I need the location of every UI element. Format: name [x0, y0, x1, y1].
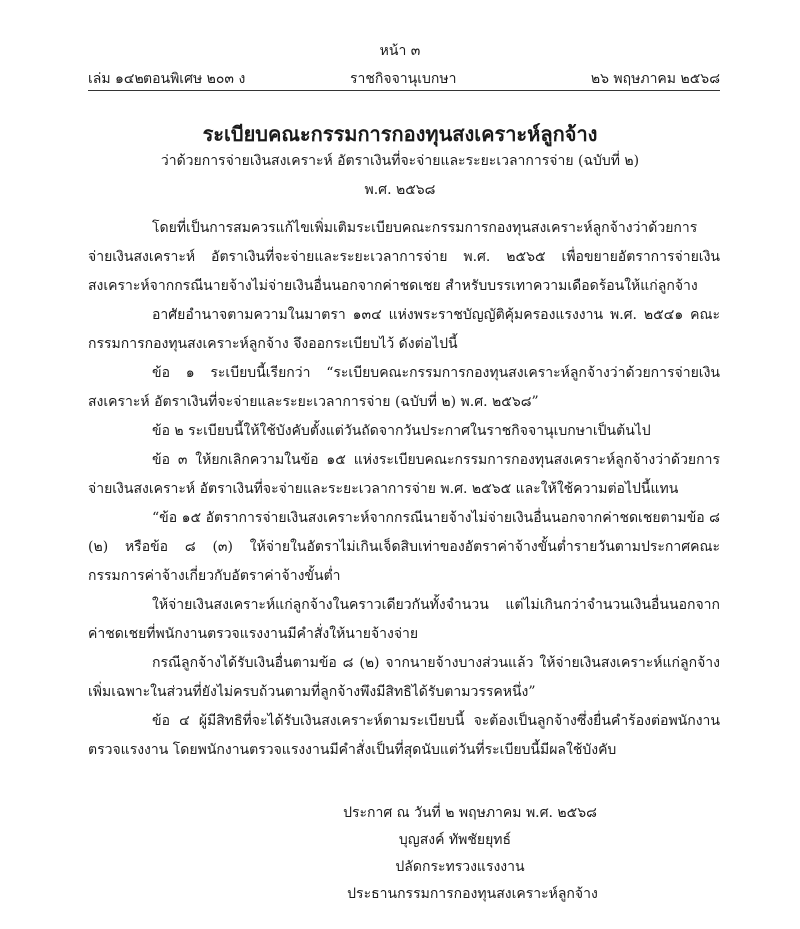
document-subtitle: ว่าด้วยการจ่ายเงินสงเคราะห์ อัตราเงินที่จะจ่ายและระยะเวลาการจ่าย (ฉบับที่ ๒) — [160, 153, 640, 169]
paragraph-clause-3: ข้อ ๓ ให้ยกเลิกความในข้อ ๑๕ แห่งระเบียบคณะกรรมการกองทุนสงเคราะห์ลูกจ้างว่าด้วยการจ่ายเงินสงเคราะห์ อัตราเงินที่จะจ่ายและระยะเวลาการจ่าย พ.ศ. ๒๕๖๕ และให้ใช้ความต่อไปนี้แทน — [88, 452, 720, 497]
header-divider — [88, 90, 720, 91]
section-number: ตอนพิเศษ ๒๐๓ ง — [143, 71, 246, 87]
paragraph-clause-4: ข้อ ๔ ผู้มีสิทธิที่จะได้รับเงินสงเคราะห์ตามระเบียบนี้ จะต้องเป็นลูกจ้างซึ่งยื่นคำร้องต่อพนักงานตรวจแรงงาน โดยพนักงานตรวจแรงงานมีคำสั่งเป็นที่สุดนับแต่วันที่ระเบียบนี้มีผลใช้บังคับ — [88, 713, 720, 758]
volume-number: เล่ม ๑๔๒ — [88, 71, 144, 87]
paragraph-clause-15-2: ให้จ่ายเงินสงเคราะห์แก่ลูกจ้างในคราวเดียวกันทั้งจำนวน แต่ไม่เกินกว่าจำนวนเงินอื่นนอกจากค่าชดเชยที่พนักงานตรวจแรงงานมีคำสั่งให้นายจ้างจ่าย — [88, 597, 720, 642]
paragraph-clause-15-3: กรณีลูกจ้างได้รับเงินอื่นตามข้อ ๘ (๒) จากนายจ้างบางส่วนแล้ว ให้จ่ายเงินสงเคราะห์แก่ลูกจ้างเพิ่มเฉพาะในส่วนที่ยังไม่ครบถ้วนตามที่ลูกจ้างพึงมีสิทธิได้รับตามวรรคหนึ่ง” — [88, 655, 720, 700]
announcement-date: ประกาศ ณ วันที่ ๒ พฤษภาคม พ.ศ. ๒๕๖๘ — [343, 805, 597, 821]
gazette-name: ราชกิจจานุเบกษา — [350, 71, 457, 87]
paragraph-clause-2: ข้อ ๒ ระเบียบนี้ให้ใช้บังคับตั้งแต่วันถัดจากวันประกาศในราชกิจจานุเบกษาเป็นต้นไป — [152, 423, 651, 439]
document-title: ระเบียบคณะกรรมการกองทุนสงเคราะห์ลูกจ้าง — [202, 122, 598, 146]
signatory-name: บุญสงค์ ทัพชัยยุทธ์ — [398, 832, 512, 848]
signatory-position: ปลัดกระทรวงแรงงาน — [395, 859, 525, 875]
paragraph-preamble: โดยที่เป็นการสมควรแก้ไขเพิ่มเติมระเบียบคณะกรรมการกองทุนสงเคราะห์ลูกจ้างว่าด้วยการจ่ายเงินสงเคราะห์ อัตราเงินที่จะจ่ายและระยะเวลาการจ่าย พ.ศ. ๒๕๖๕ เพื่อขยายอัตราการจ่ายเงินสงเคราะห์จากกรณีนายจ้างไม่จ่ายเงินอื่นนอกจากค่าชดเชย สำหรับบรรเทาความเดือดร้อนให้แก่ลูกจ้าง — [88, 220, 720, 294]
page-number: หน้า ๓ — [379, 43, 421, 59]
paragraph-authority: อาศัยอำนาจตามความในมาตรา ๑๓๔ แห่งพระราชบัญญัติคุ้มครองแรงงาน พ.ศ. ๒๕๔๑ คณะกรรมการกองทุนสงเคราะห์ลูกจ้าง จึงออกระเบียบไว้ ดังต่อไปนี้ — [88, 307, 720, 352]
document-year: พ.ศ. ๒๕๖๘ — [364, 182, 436, 198]
signature-block — [0, 800, 800, 908]
gazette-header — [88, 68, 720, 88]
paragraph-clause-1: ข้อ ๑ ระเบียบนี้เรียกว่า “ระเบียบคณะกรรมการกองทุนสงเคราะห์ลูกจ้างว่าด้วยการจ่ายเงินสงเคราะห์ อัตราเงินที่จะจ่ายและระยะเวลาการจ่าย (ฉบับที่ ๒) พ.ศ. ๒๕๖๘” — [88, 365, 720, 410]
regulation-body — [88, 214, 720, 765]
publication-date: ๒๖ พฤษภาคม ๒๕๖๘ — [590, 71, 720, 87]
signatory-role: ประธานกรรมการกองทุนสงเคราะห์ลูกจ้าง — [347, 886, 598, 902]
paragraph-clause-15: “ข้อ ๑๕ อัตราการจ่ายเงินสงเคราะห์จากกรณีนายจ้างไม่จ่ายเงินอื่นนอกจากค่าชดเชยตามข้อ ๘ (๒) หรือข้อ ๘ (๓) ให้จ่ายในอัตราไม่เกินเจ็ดสิบเท่าของอัตราค่าจ้างขั้นต่ำรายวันตามประกาศคณะกรรมการค่าจ้างเกี่ยวกับอัตราค่าจ้างขั้นต่ำ — [88, 510, 720, 584]
